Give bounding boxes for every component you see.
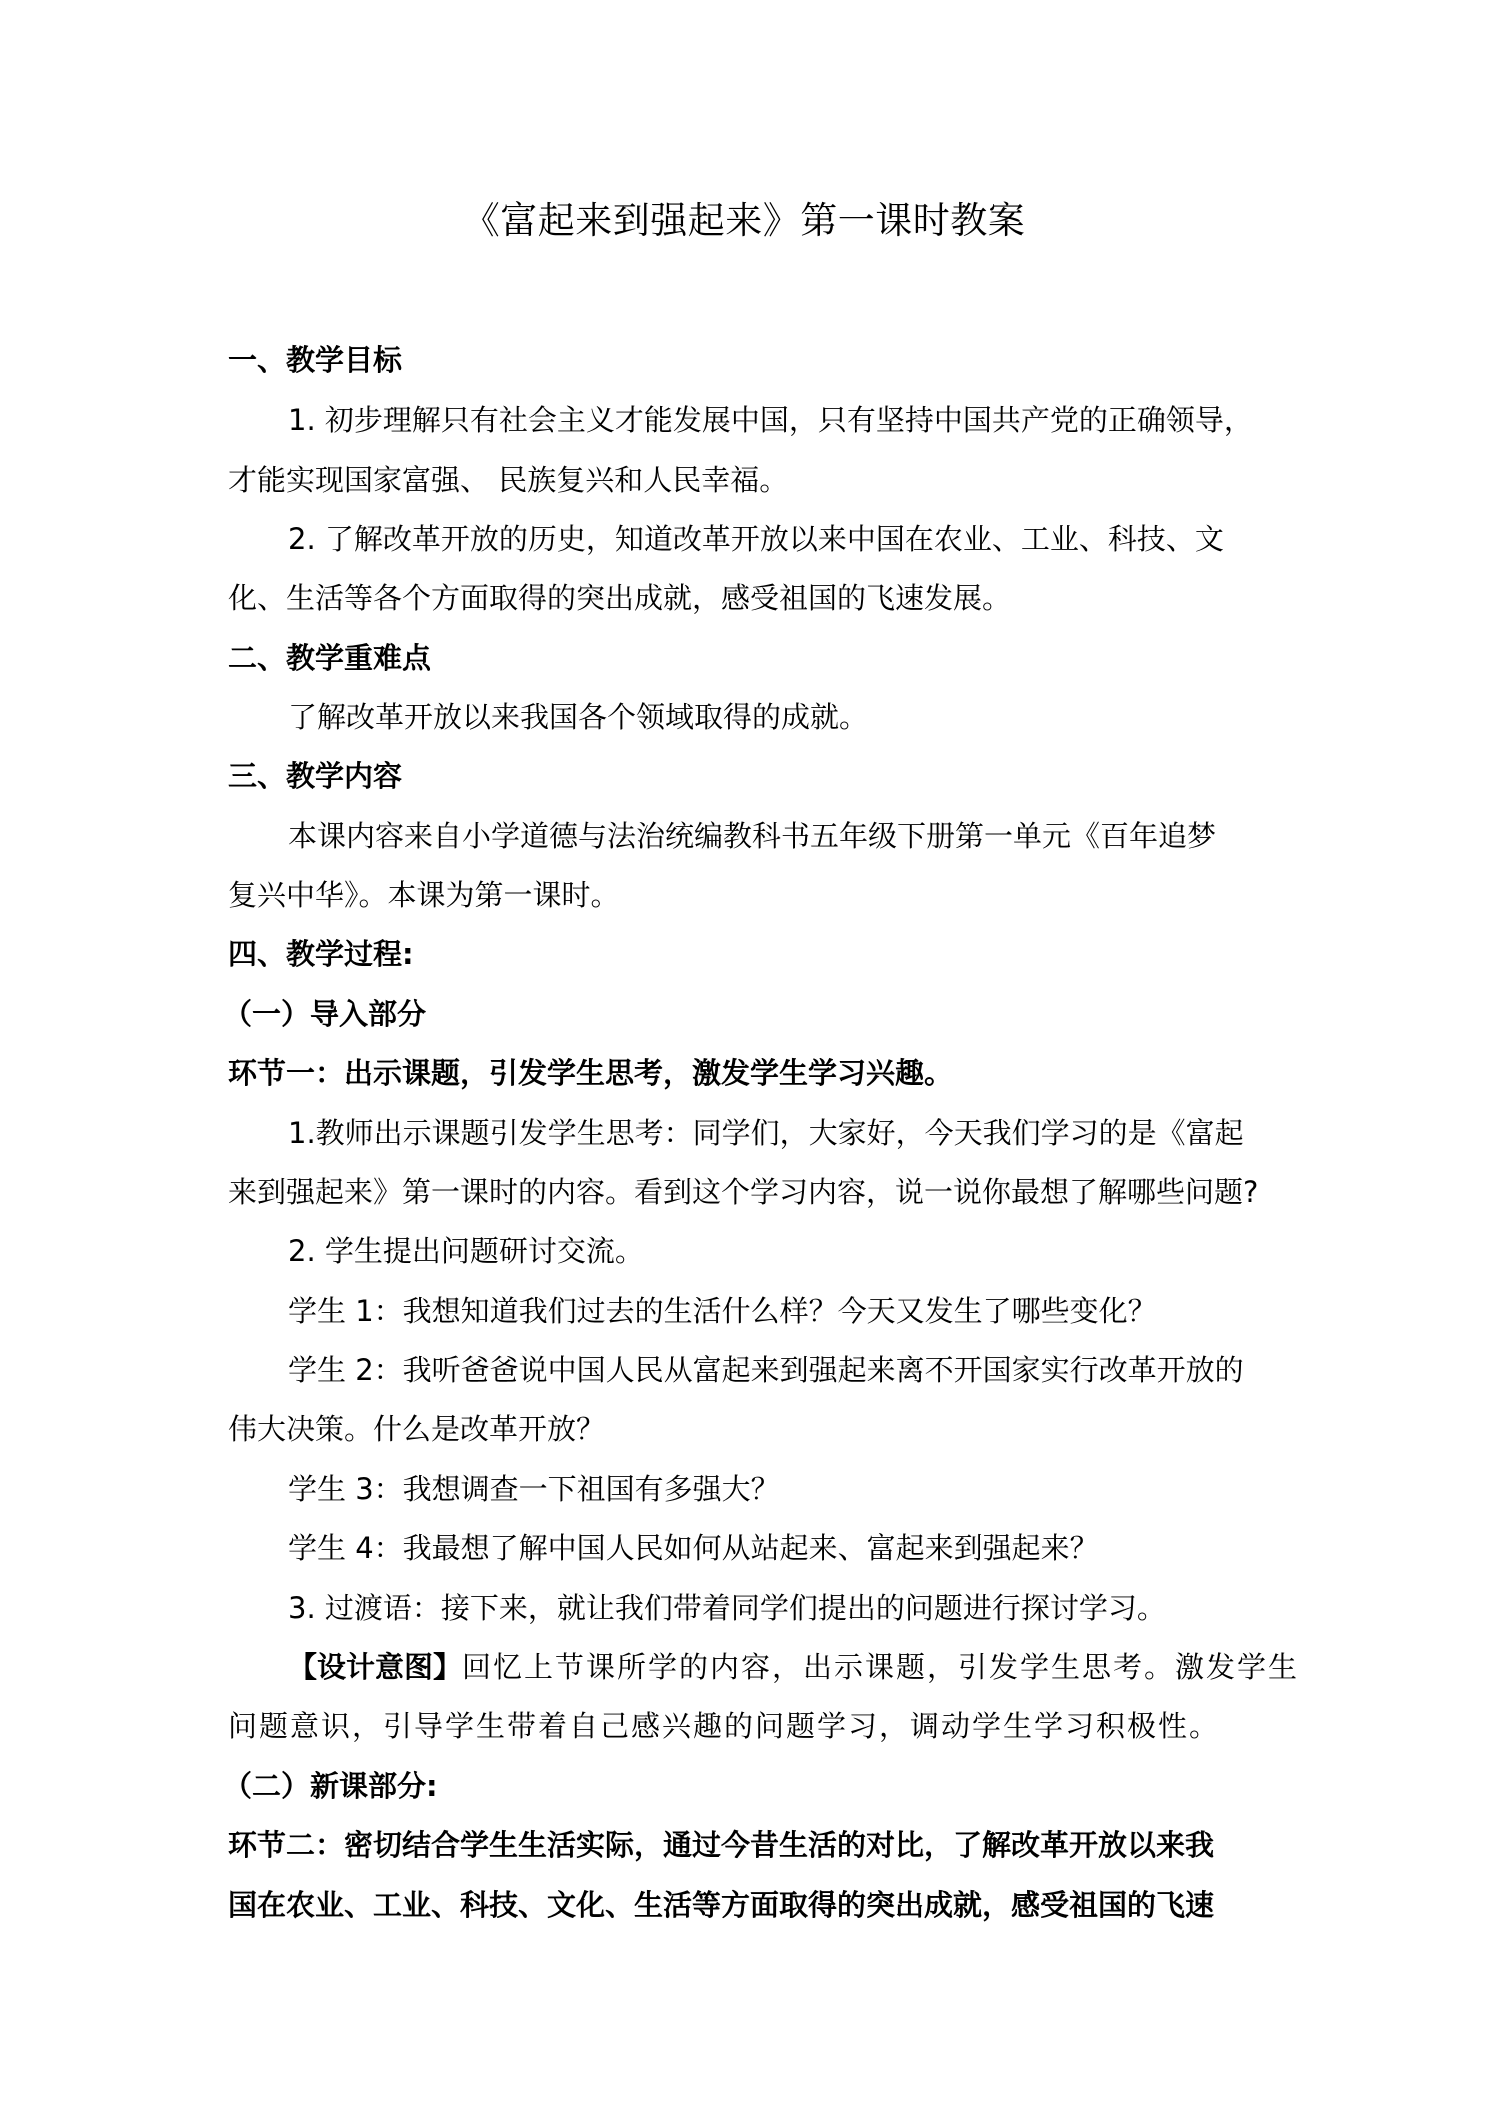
keypoints-text: 了解改革开放以来我国各个领域取得的成就。 [288,700,869,734]
design-intent-line-2: 问题意识，引导学生带着自己感兴趣的问题学习，调动学生学习积极性。 [228,1709,1221,1743]
design-intent-line-1 [288,1647,1488,1687]
paragraph-2: 2. 学生提出问题研讨交流。 [288,1234,644,1268]
student-3-answer: 学生 3：我想调查一下祖国有多强大？ [288,1472,780,1506]
goal-2-line-2: 化、生活等各个方面取得的突出成就，感受祖国的飞速发展。 [228,581,1012,615]
step-2-heading-line-1: 环节二：密切结合学生生活实际，通过今昔生活的对比，了解改革开放以来我 [228,1828,1215,1862]
step-2-heading-line-2: 国在农业、工业、科技、文化、生活等方面取得的突出成就，感受祖国的飞速 [228,1888,1215,1922]
goal-1-line-2: 才能实现国家富强、 民族复兴和人民幸福。 [228,463,789,497]
section-heading-keypoints: 二、教学重难点 [228,641,432,675]
student-4-answer: 学生 4：我最想了解中国人民如何从站起来、富起来到强起来？ [288,1531,1099,1565]
design-intent-label: 【设计意图】 [288,1650,463,1684]
content-line-1: 本课内容来自小学道德与法治统编教科书五年级下册第一单元《百年追梦 [288,819,1217,853]
document-title: 《富起来到强起来》第一课时教案 [462,199,1026,242]
section-heading-goals: 一、教学目标 [228,343,403,377]
paragraph-1-line-2: 来到强起来》第一课时的内容。看到这个学习内容，说一说你最想了解哪些问题? [228,1175,1259,1209]
student-1-answer: 学生 1：我想知道我们过去的生活什么样？今天又发生了哪些变化？ [288,1294,1157,1328]
goal-1-line-1: 1. 初步理解只有社会主义才能发展中国，只有坚持中国共产党的正确领导， [288,403,1253,437]
subsection-heading-new-lesson: （二）新课部分: [223,1769,438,1803]
paragraph-3: 3. 过渡语：接下来，就让我们带着同学们提出的问题进行探讨学习。 [288,1591,1166,1625]
step-1-heading: 环节一：出示课题，引发学生思考，激发学生学习兴趣。 [228,1056,954,1090]
goal-2-line-1: 2. 了解改革开放的历史，知道改革开放以来中国在农业、工业、科技、文 [288,522,1224,556]
content-line-2: 复兴中华》。本课为第一课时。 [228,878,620,912]
subsection-heading-intro: （一）导入部分 [223,997,427,1031]
student-2-line-1: 学生 2：我听爸爸说中国人民从富起来到强起来离不开国家实行改革开放的 [288,1353,1244,1387]
section-heading-process: 四、教学过程: [228,937,414,971]
paragraph-1-line-1: 1.教师出示课题引发学生思考：同学们，大家好，今天我们学习的是《富起 [288,1116,1244,1150]
design-intent-text: 回忆上节课所学的内容，出示课题，引发学生思考。激发学生 [462,1650,1300,1684]
section-heading-content: 三、教学内容 [228,759,403,793]
student-2-line-2: 伟大决策。什么是改革开放？ [228,1412,606,1446]
